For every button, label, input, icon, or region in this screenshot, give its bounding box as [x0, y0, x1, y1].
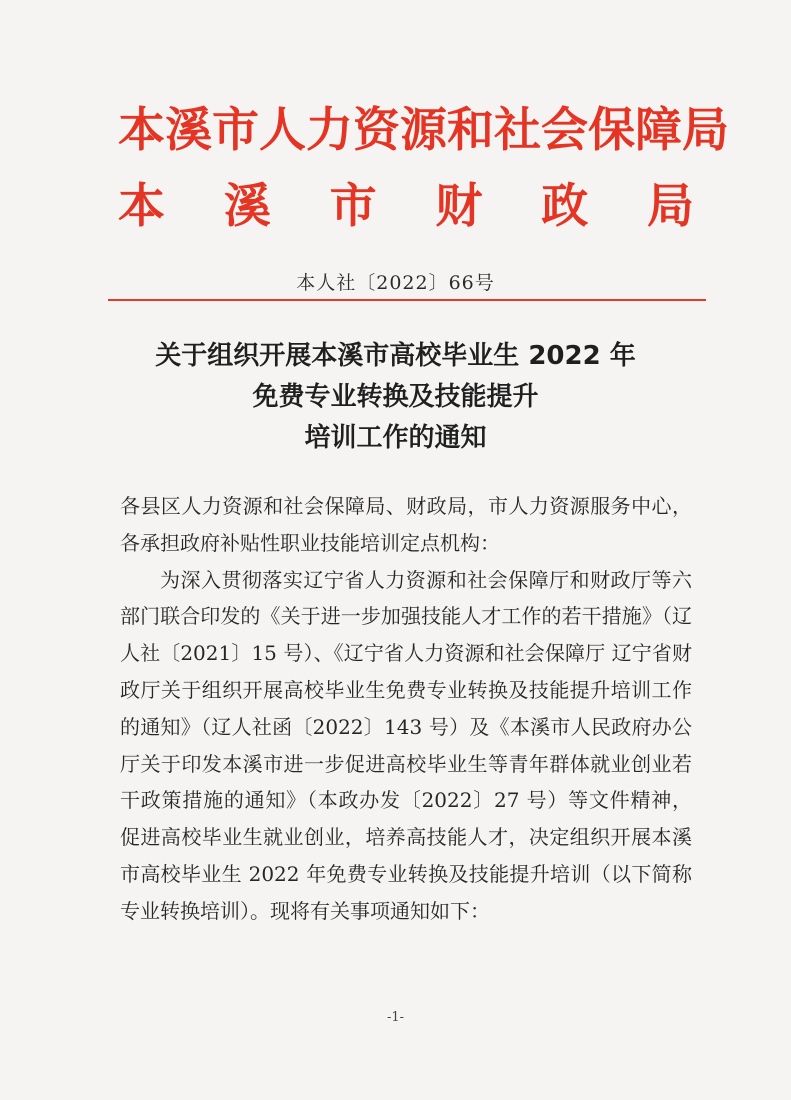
- document-title: [0, 336, 791, 459]
- title-line-1: 关于组织开展本溪市高校毕业生 2022 年: [155, 341, 636, 371]
- issuer-finance-bureau: [118, 180, 694, 234]
- document-body: [120, 488, 692, 930]
- issuer-finance-char: 政: [541, 179, 589, 234]
- issuer-finance-char: 溪: [223, 179, 271, 234]
- issuer-finance-char: 财: [435, 179, 483, 234]
- issuer-finance-char: 市: [329, 179, 377, 234]
- title-line-2: 免费专业转换及技能提升: [252, 382, 539, 412]
- document-number: 本人社〔2022〕66号: [296, 272, 495, 294]
- issuer-finance-char: 局: [646, 179, 694, 234]
- recipients-paragraph: 各县区人力资源和社会保障局、财政局，市人力资源服务中心，各承担政府补贴性职业技能培训定点机构：: [120, 494, 692, 555]
- issuer-finance-char: 本: [118, 179, 165, 234]
- red-divider-line: [108, 299, 706, 301]
- issuer-hrss-bureau: 本溪市人力资源和社会保障局: [118, 103, 729, 158]
- body-paragraph: 为深入贯彻落实辽宁省人力资源和社会保障厅和财政厅等六部门联合印发的《关于进一步加强技能人才工作的若干措施》（辽人社〔2021〕15 号）、《辽宁省人力资源和社会保障厅 辽宁省财政厅关于组织开展高校毕业生免费专业转换及技能提升培训工作的通知》（辽人社函〔2022〕143 号）及《本溪市人民政府办公厅关于印发本溪市进一步促进高校毕业生等青年群体就业创业若干政策措施的通知》（本政办发〔2022〕27 号）等文件精神，促进高校毕业生就业创业，培养高技能人才，决定组织开展本溪市高校毕业生 2022 年免费专业转换及技能提升培训（以下简称专业转换培训）。现将有关事项通知如下：: [120, 567, 692, 923]
- page-number: -1-: [386, 1010, 405, 1025]
- title-line-3: 培训工作的通知: [304, 423, 487, 453]
